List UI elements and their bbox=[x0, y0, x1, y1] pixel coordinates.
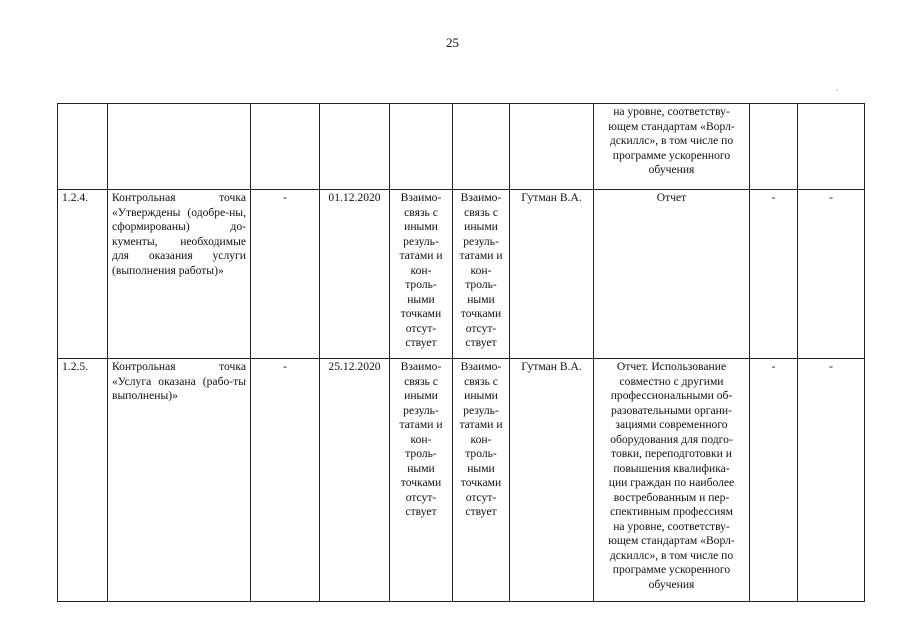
cell-end: 01.12.2020 bbox=[320, 190, 390, 359]
scan-mark: . bbox=[836, 83, 839, 93]
result-text: Отчет. Использование совместно с другими профессиональными об- разовательными органи- зациями современного оборудования для подго- товки, переподготовки и повышения квалифика- ции граждан по наиболее востребованным и пер- спективным профессиям на уровне, соответству- ющем стандартам «Ворл- дскиллс», в том числе по программе ускоренного обучения bbox=[608, 360, 735, 591]
cell-relation-2 bbox=[453, 190, 510, 359]
cell-relation-2 bbox=[453, 359, 510, 602]
cell-name bbox=[108, 104, 251, 190]
cell-col9: - bbox=[750, 190, 798, 359]
cell-result bbox=[594, 359, 750, 602]
cell-col10 bbox=[798, 104, 865, 190]
relation-text: Взаимо- связь с иными резуль- татами и кон- троль- ными точками отсут- ствует bbox=[459, 191, 503, 349]
cell-col9: - bbox=[750, 359, 798, 602]
cell-responsible: Гутман В.А. bbox=[510, 190, 594, 359]
cell-result bbox=[594, 104, 750, 190]
cell-result: Отчет bbox=[594, 190, 750, 359]
cell-num: 1.2.4. bbox=[58, 190, 108, 359]
relation-text: Взаимо- связь с иными резуль- татами и кон- троль- ными точками отсут- ствует bbox=[459, 360, 503, 518]
cell-relation-1 bbox=[390, 190, 453, 359]
cell-end bbox=[320, 104, 390, 190]
relation-text: Взаимо- связь с иными резуль- татами и кон- троль- ными точками отсут- ствует bbox=[399, 191, 443, 349]
table-row-continuation bbox=[58, 104, 865, 190]
cell-num: 1.2.5. bbox=[58, 359, 108, 602]
cell-start: - bbox=[251, 359, 320, 602]
cell-col10: - bbox=[798, 190, 865, 359]
cell-responsible bbox=[510, 104, 594, 190]
result-text: на уровне, соответству- ющем стандартам «Ворл- дскиллс», в том числе по программе ускоренного обучения bbox=[608, 105, 735, 176]
cell-col10: - bbox=[798, 359, 865, 602]
cell-num bbox=[58, 104, 108, 190]
table-row bbox=[58, 190, 865, 359]
cell-responsible: Гутман В.А. bbox=[510, 359, 594, 602]
table-row bbox=[58, 359, 865, 602]
cell-relation-1 bbox=[390, 104, 453, 190]
cell-relation-2 bbox=[453, 104, 510, 190]
plan-table bbox=[57, 103, 865, 602]
cell-start: - bbox=[251, 190, 320, 359]
cell-start bbox=[251, 104, 320, 190]
cell-name: Контрольная точка «Услуга оказана (рабо-ты выполнены)» bbox=[108, 359, 251, 602]
page-number: 25 bbox=[446, 35, 459, 50]
cell-col9 bbox=[750, 104, 798, 190]
cell-relation-1 bbox=[390, 359, 453, 602]
relation-text: Взаимо- связь с иными резуль- татами и кон- троль- ными точками отсут- ствует bbox=[399, 360, 443, 518]
cell-name: Контрольная точка «Утверждены (одобре-ны, сформированы) до-кументы, необходимые для оказания услуги (выполнения работы)» bbox=[108, 190, 251, 359]
cell-end: 25.12.2020 bbox=[320, 359, 390, 602]
